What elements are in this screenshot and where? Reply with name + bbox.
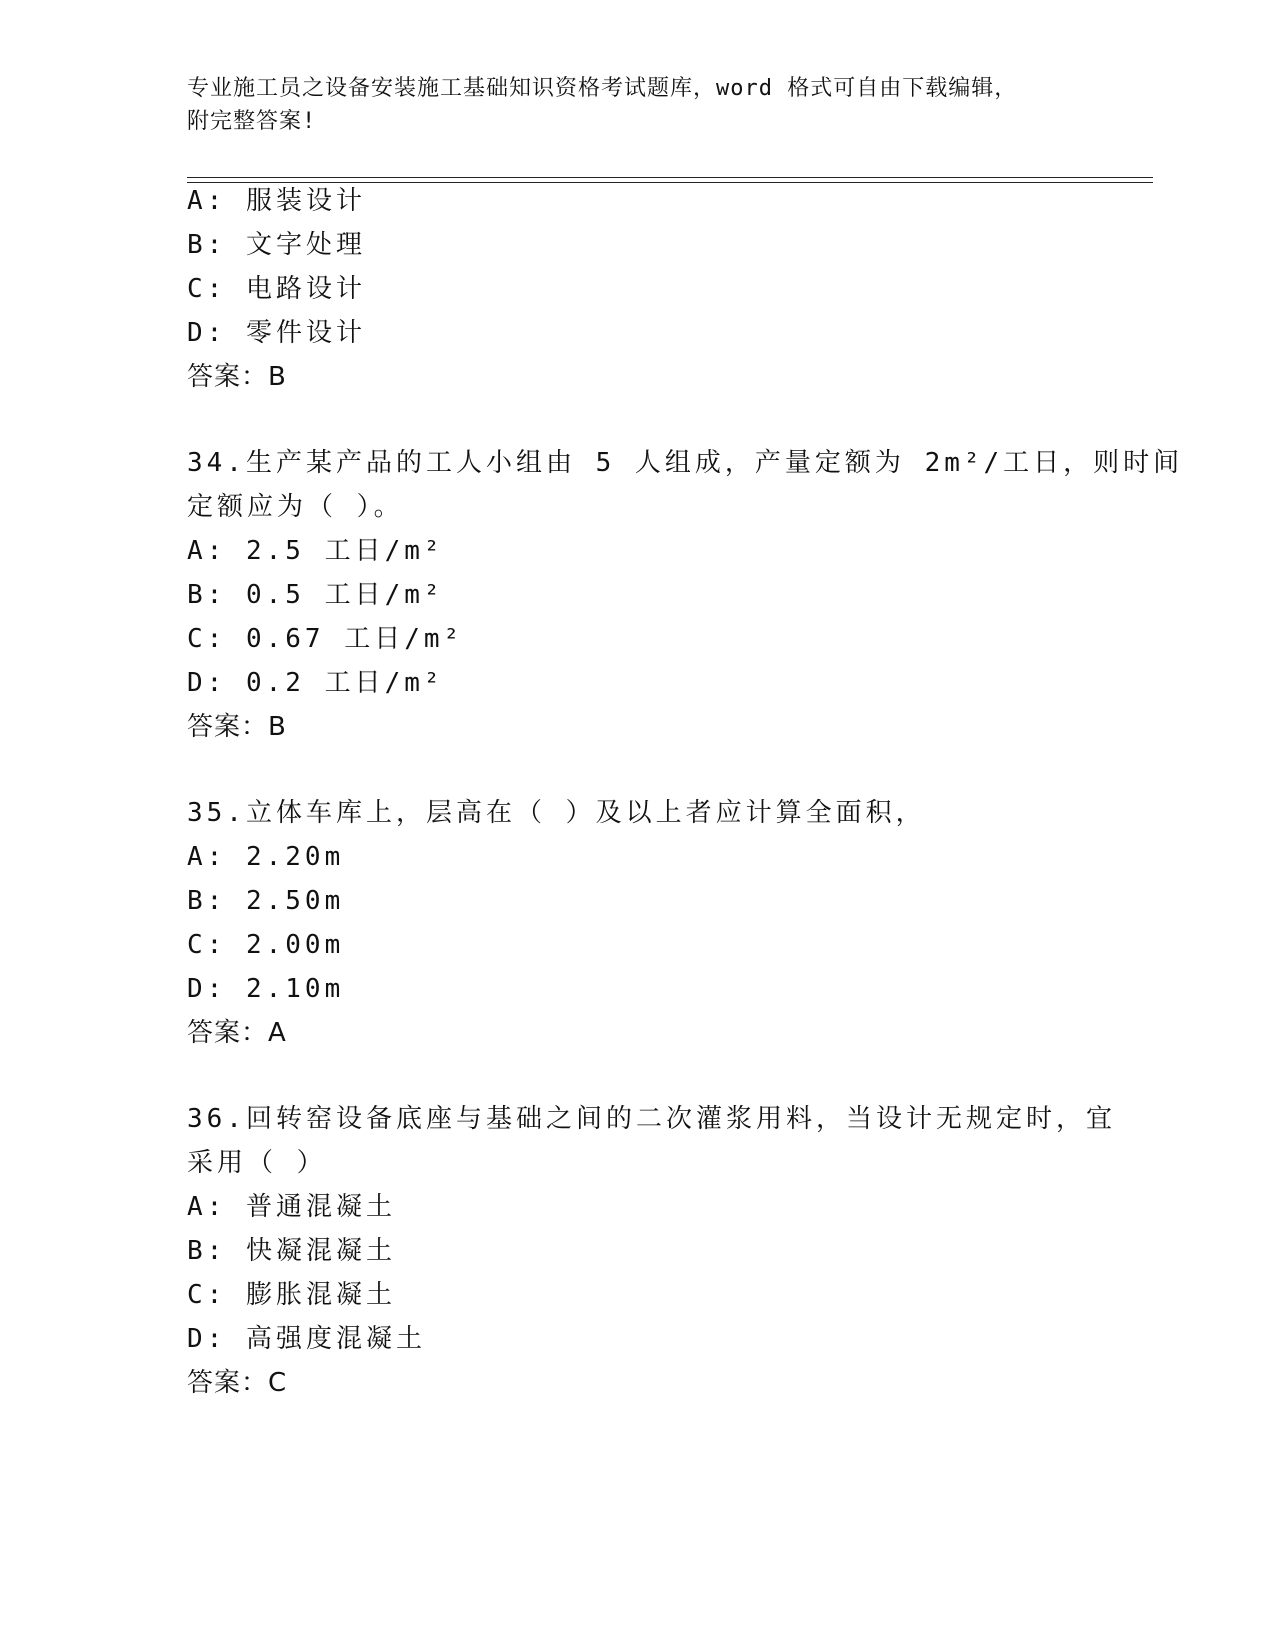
q36-option-a: A: 普通混凝土 bbox=[187, 1192, 396, 1222]
q35-answer: 答案：A bbox=[187, 1018, 287, 1048]
q36-answer: 答案：C bbox=[187, 1368, 288, 1398]
q34-answer: 答案：B bbox=[187, 712, 287, 742]
q36-option-d: D: 高强度混凝土 bbox=[187, 1324, 426, 1354]
q36-option-b: B: 快凝混凝土 bbox=[187, 1236, 396, 1266]
q36-question-line-1: 36.回转窑设备底座与基础之间的二次灌浆用料，当设计无规定时，宜 bbox=[187, 1104, 1116, 1134]
header-line-1: 专业施工员之设备安装施工基础知识资格考试题库，word 格式可自由下载编辑， bbox=[187, 76, 1018, 101]
q36-option-c: C: 膨胀混凝土 bbox=[187, 1280, 396, 1310]
q34-question-line-2: 定额应为（ ）。 bbox=[187, 492, 404, 522]
q33-option-a: A: 服装设计 bbox=[187, 186, 366, 216]
q35-option-d: D: 2.10m bbox=[187, 974, 345, 1004]
q35-question-line-1: 35.立体车库上，层高在（ ）及以上者应计算全面积， bbox=[187, 798, 926, 828]
document-header bbox=[187, 72, 1087, 138]
q33-option-c: C: 电路设计 bbox=[187, 274, 366, 304]
header-divider-top bbox=[187, 177, 1153, 178]
q33-option-d: D: 零件设计 bbox=[187, 318, 366, 348]
q34-option-d: D: 0.2 工日/m² bbox=[187, 668, 444, 698]
q34-option-c: C: 0.67 工日/m² bbox=[187, 624, 464, 654]
q34-question-line-1: 34.生产某产品的工人小组由 5 人组成，产量定额为 2m²/工日，则时间 bbox=[187, 448, 1184, 478]
q33-option-b: B: 文字处理 bbox=[187, 230, 366, 260]
q35-option-c: C: 2.00m bbox=[187, 930, 345, 960]
q35-option-a: A: 2.20m bbox=[187, 842, 345, 872]
q34-option-b: B: 0.5 工日/m² bbox=[187, 580, 444, 610]
q36-question-line-2: 采用（ ） bbox=[187, 1148, 327, 1178]
header-divider-bottom bbox=[187, 182, 1153, 183]
header-line-2: 附完整答案! bbox=[187, 109, 317, 134]
q35-option-b: B: 2.50m bbox=[187, 886, 345, 916]
q34-option-a: A: 2.5 工日/m² bbox=[187, 536, 444, 566]
q33-answer: 答案：B bbox=[187, 362, 287, 392]
